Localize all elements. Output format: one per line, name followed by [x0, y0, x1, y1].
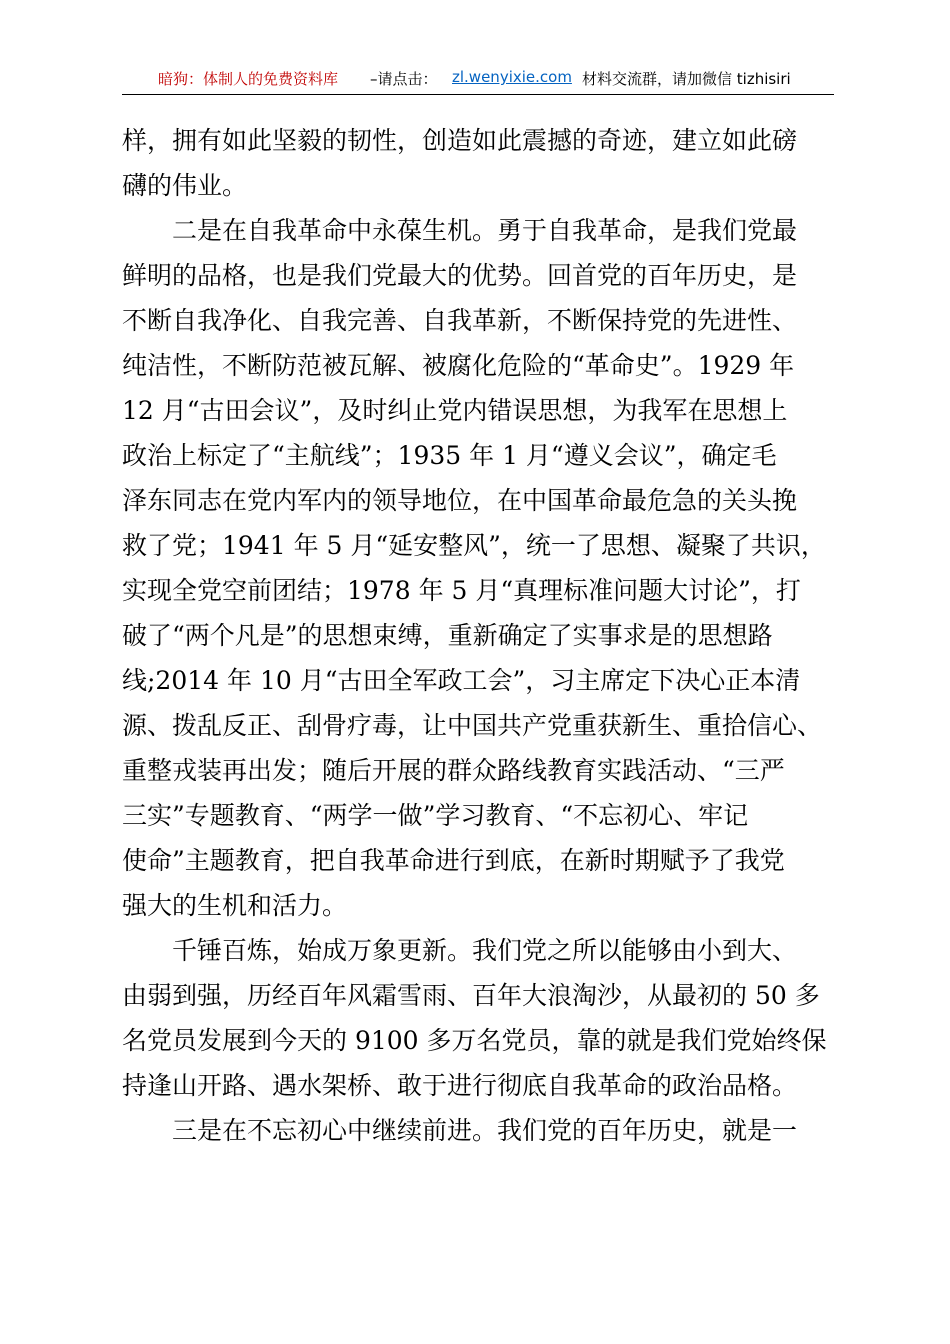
text-line: 源、拨乱反正、刮骨疗毒，让中国共产党重获新生、重拾信心、: [122, 711, 823, 740]
header-wechat-note: 材料交流群，请加微信 tizhisiri: [582, 70, 791, 88]
text-line: 政治上标定了“主航线”；1935 年 1 月“遵义会议”，确定毛: [122, 441, 777, 470]
text-line: 名党员发展到今天的 9100 多万名党员，靠的就是我们党始终保: [122, 1026, 827, 1055]
text-line: 持逢山开路、遇水架桥、敢于进行彻底自我革命的政治品格。: [122, 1071, 798, 1100]
header-site-link[interactable]: zl.wenyixie.com: [452, 68, 572, 86]
page-header: [122, 64, 834, 94]
text-line: 纯洁性，不断防范被瓦解、被腐化危险的“革命史”。1929 年: [122, 351, 795, 380]
text-line: 救了党；1941 年 5 月“延安整风”，统一了思想、凝聚了共识，: [122, 531, 826, 560]
text-line: 实现全党空前团结；1978 年 5 月“真理标准问题大讨论”，打: [122, 576, 801, 605]
text-line: 破了“两个凡是”的思想束缚，重新确定了实事求是的思想路: [122, 621, 773, 650]
text-line: 线;2014 年 10 月“古田全军政工会”，习主席定下决心正本清: [122, 666, 801, 695]
text-line: 千锤百炼，始成万象更新。我们党之所以能够由小到大、: [172, 936, 798, 965]
header-promo-text: 暗狗：体制人的免费资料库: [158, 70, 339, 88]
text-line: 礴的伟业。: [122, 171, 248, 200]
text-line: 强大的生机和活力。: [122, 891, 348, 920]
text-line: 三是在不忘初心中继续前进。我们党的百年历史，就是一: [172, 1116, 798, 1145]
text-line: 样，拥有如此坚毅的韧性，创造如此震撼的奇迹，建立如此磅: [122, 126, 798, 155]
text-line: 鲜明的品格，也是我们党最大的优势。回首党的百年历史，是: [122, 261, 798, 290]
document-body: [122, 118, 834, 1153]
text-line: 泽东同志在党内军内的领导地位，在中国革命最危急的关头挽: [122, 486, 798, 515]
header-divider: [122, 94, 834, 95]
text-line: 二是在自我革命中永葆生机。勇于自我革命，是我们党最: [172, 216, 798, 245]
text-line: 由弱到强，历经百年风霜雪雨、百年大浪淘沙，从最初的 50 多: [122, 981, 820, 1010]
text-line: 使命”主题教育，把自我革命进行到底，在新时期赋予了我党: [122, 846, 785, 875]
header-click-prompt: –请点击：: [370, 70, 438, 88]
text-line: 重整戎装再出发；随后开展的群众路线教育实践活动、“三严: [122, 756, 785, 785]
text-line: 三实”专题教育、“两学一做”学习教育、“不忘初心、牢记: [122, 801, 749, 830]
text-line: 12 月“古田会议”，及时纠止党内错误思想，为我军在思想上: [122, 396, 788, 425]
text-line: 不断自我净化、自我完善、自我革新，不断保持党的先进性、: [122, 306, 798, 335]
